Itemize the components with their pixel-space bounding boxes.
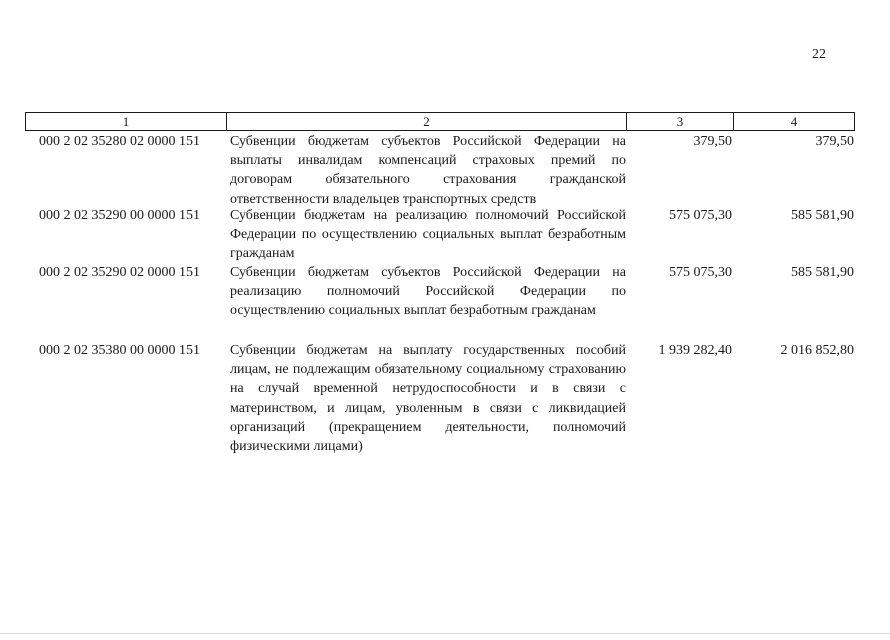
table-row <box>25 263 855 321</box>
column-header-4: 4 <box>790 114 798 129</box>
column-header-1: 1 <box>26 113 227 130</box>
table-row <box>25 341 855 456</box>
income-description: Субвенции бюджетам субъектов Российской Федерации на реализацию полномочий Российской Федерации по осуществлению социальных выплат безработным гражданам <box>230 265 626 319</box>
amount-column-4: 585 581,90 <box>791 265 854 280</box>
page-number: 22 <box>812 47 826 62</box>
table-header-row <box>25 112 855 131</box>
income-description: Субвенции бюджетам субъектов Российской Федерации на выплаты инвалидам компенсаций страховых премий по договорам обязательного страхования гражданской ответственности владельцев транспортных средств <box>230 134 626 207</box>
column-header-3: 3 <box>627 113 734 130</box>
amount-column-3: 379,50 <box>693 134 732 149</box>
amount-column-4: 2 016 852,80 <box>780 343 854 358</box>
column-header-2: 2 <box>227 113 627 130</box>
amount-column-4: 379,50 <box>815 134 854 149</box>
table-row <box>25 206 855 264</box>
table-row <box>25 132 855 209</box>
amount-column-3: 575 075,30 <box>669 265 732 280</box>
amount-column-3: 575 075,30 <box>669 208 732 223</box>
amount-column-3: 1 939 282,40 <box>658 343 732 358</box>
budget-code: 000 2 02 35280 02 0000 151 <box>39 134 200 149</box>
budget-code: 000 2 02 35290 00 0000 151 <box>39 208 200 223</box>
income-description: Субвенции бюджетам на выплату государственных пособий лицам, не подлежащим обязательному социальному страхованию на случай временной нетрудоспособности и в связи с материнством, и лицам, уволенным в связи с ликвидацией организаций (прекращением деятельности, полномочий физическими лицами) <box>230 343 626 455</box>
income-description: Субвенции бюджетам на реализацию полномочий Российской Федерации по осуществлению социальных выплат безработным гражданам <box>230 208 626 262</box>
amount-column-4: 585 581,90 <box>791 208 854 223</box>
budget-code: 000 2 02 35290 02 0000 151 <box>39 265 200 280</box>
scan-edge-line <box>0 633 890 634</box>
budget-code: 000 2 02 35380 00 0000 151 <box>39 343 200 358</box>
